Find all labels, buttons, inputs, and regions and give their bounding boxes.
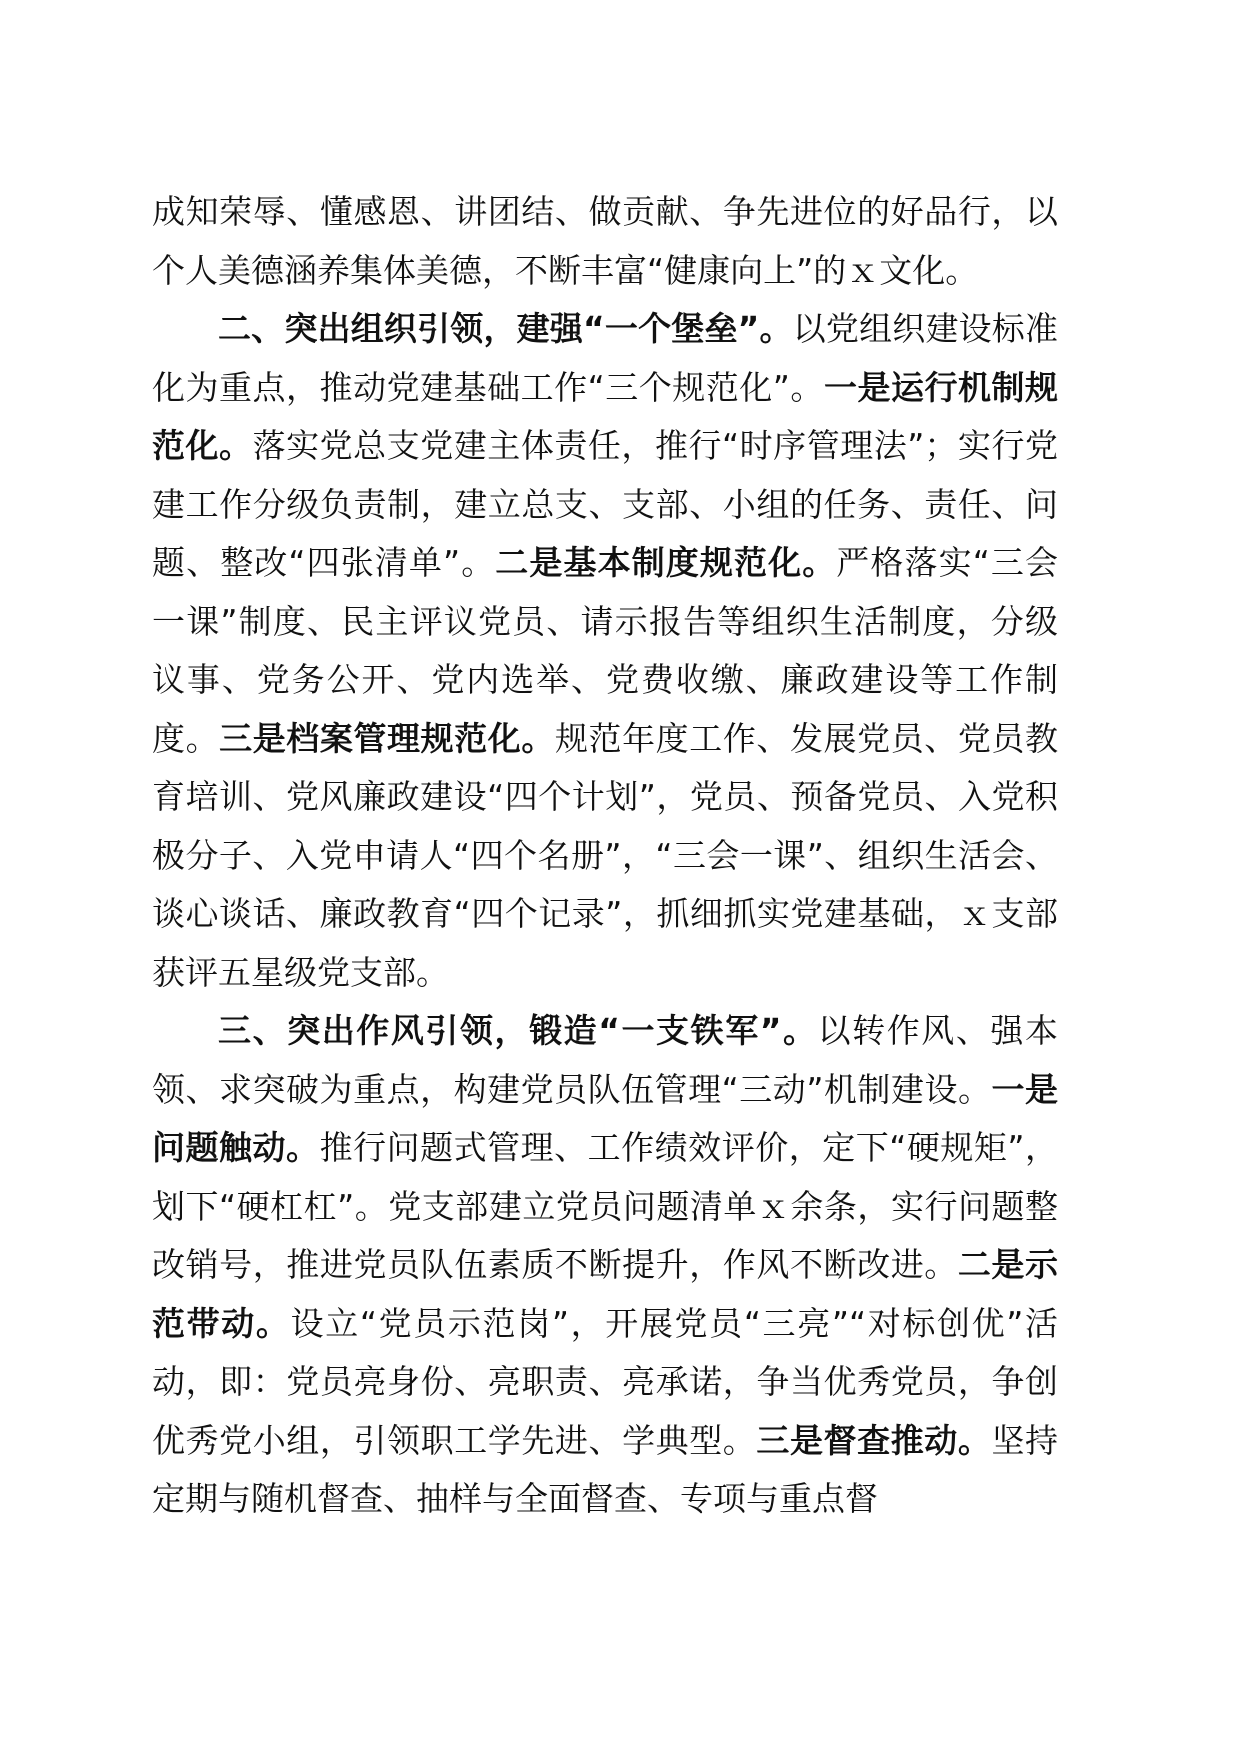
paragraph-continued bbox=[152, 183, 1058, 300]
text-run: 成知荣辱、懂感恩、讲团结、做贡献、争先进位的好品行，以个人美德涵养集体美德，不断丰富“健康向上”的ｘ文化。 bbox=[152, 192, 1058, 290]
document-body bbox=[152, 183, 1058, 1529]
subheading: 二是示范带动。 bbox=[152, 1245, 1059, 1343]
text-run: 以转作风、强本领、求突破为重点，构建党员队伍管理“三动”机制建设。 bbox=[152, 1011, 1058, 1109]
subheading: 一是运行机制规范化。 bbox=[152, 367, 1059, 465]
subheading: 二是基本制度规范化。 bbox=[495, 543, 837, 582]
text-run: 严格落实“三会一课”制度、民主评议党员、请示报告等组织生活制度，分级议事、党务公开、党内选举、党费收缴、廉政建设等工作制度。 bbox=[152, 543, 1058, 758]
subheading: 三是督查推动。 bbox=[756, 1420, 992, 1460]
subheading: 一是问题触动。 bbox=[152, 1069, 1058, 1167]
text-run: 坚持定期与随机督查、抽样与全面督查、专项与重点督 bbox=[152, 1420, 1059, 1518]
section-heading: 三、突出作风引领，锻造“一支铁军”。 bbox=[218, 1011, 818, 1050]
text-run: 设立“党员示范岗”，开展党员“三亮”“对标创优”活动，即：党员亮身份、亮职责、亮承诺，争当优秀党员，争创优秀党小组，引领职工学先进、学典型。 bbox=[152, 1303, 1059, 1460]
text-run: 规范年度工作、发展党员、党员教育培训、党风廉政建设“四个计划”，党员、预备党员、入党积极分子、入党申请人“四个名册”，“三会一课”、组织生活会、谈心谈话、廉政教育“四个记录”，抓细抓实党建基础，ｘ支部获评五星级党支部。 bbox=[152, 718, 1059, 992]
text-run: 落实党总支党建主体责任，推行“时序管理法”；实行党建工作分级负责制，建立总支、支部、小组的任务、责任、问题、整改“四张清单”。 bbox=[152, 426, 1058, 582]
text-run: 推行问题式管理、工作绩效评价，定下“硬规矩”，划下“硬杠杠”。党支部建立党员问题清单ｘ余条，实行问题整改销号，推进党员队伍素质不断提升，作风不断改进。 bbox=[152, 1128, 1058, 1284]
subheading: 三是档案管理规范化。 bbox=[219, 718, 555, 758]
paragraph-section-three bbox=[152, 1002, 1058, 1529]
text-run: 以党组织建设标准化为重点，推动党建基础工作“三个规范化”。 bbox=[152, 309, 1058, 407]
section-heading: 二、突出组织引领，建强“一个堡垒”。 bbox=[218, 309, 793, 348]
paragraph-section-two bbox=[152, 300, 1058, 1002]
